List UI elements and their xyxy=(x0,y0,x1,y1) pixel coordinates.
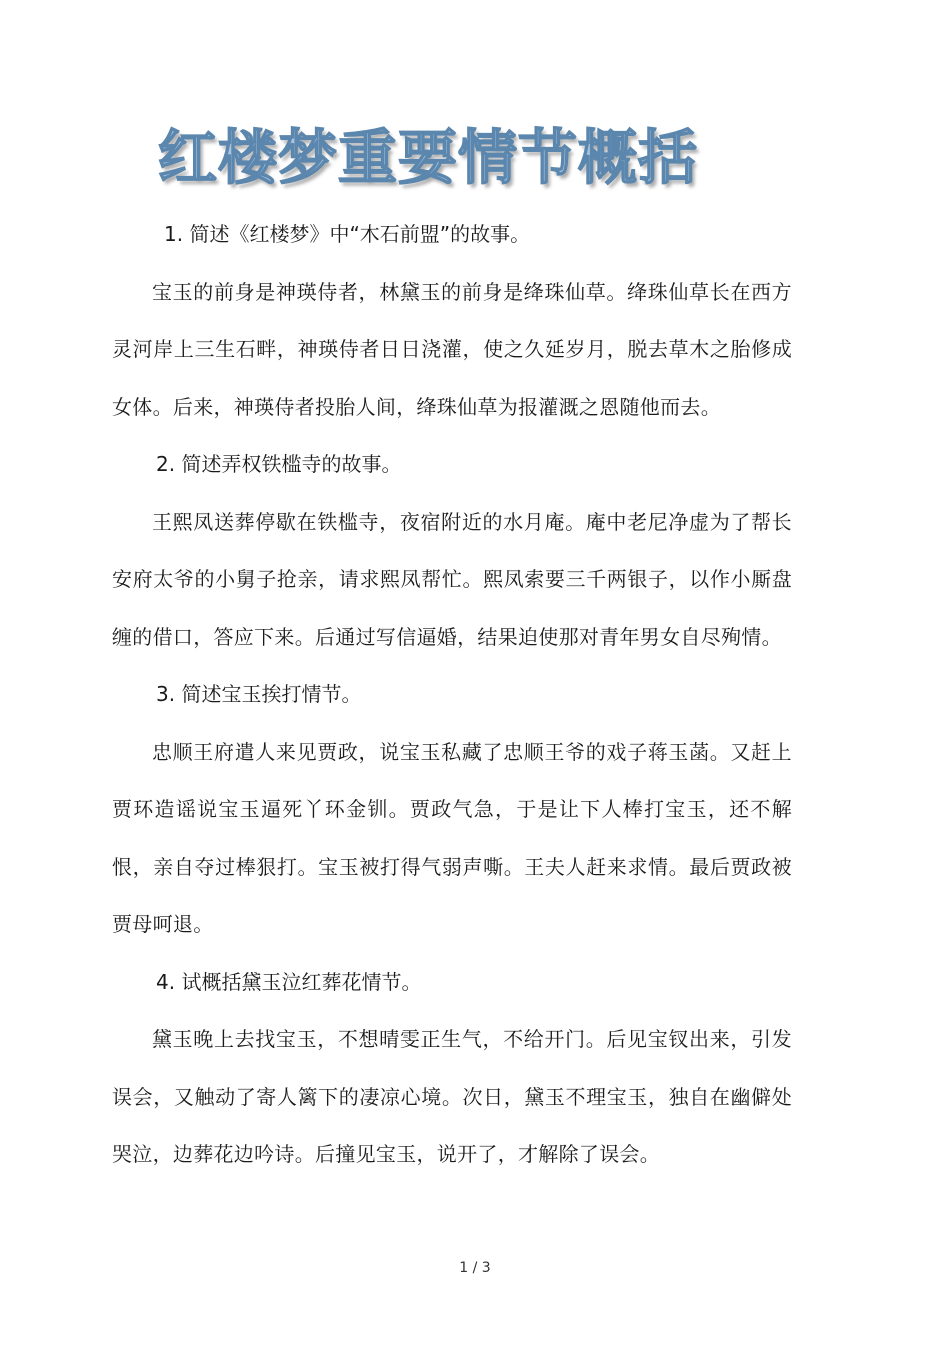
section-heading-4: 4. 试概括黛玉泣红葬花情节。 xyxy=(156,969,422,994)
section-heading-3: 3. 简述宝玉挨打情节。 xyxy=(156,682,362,706)
page-number: 1 / 3 xyxy=(459,1260,491,1276)
section-paragraph-2: 王熙凤送葬停歇在铁槛寺，夜宿附近的水月庵。庵中老尼净虚为了帮长安府太爷的小舅子抢亲，请求熙凤帮忙。熙凤索要三千两银子，以作小厮盘缠的借口，答应下来。后通过写信逼婚，结果迫使那对青年男女自尽殉情。 xyxy=(112,509,792,649)
section-heading-2: 2. 简述弄权铁槛寺的故事。 xyxy=(156,452,402,476)
document-title: 红楼梦重要情节概括 xyxy=(158,123,699,192)
section-paragraph-3: 忠顺王府遣人来见贾政，说宝玉私藏了忠顺王爷的戏子蒋玉菡。又赶上贾环造谣说宝玉逼死丫环金钏。贾政气急，于是让下人棒打宝玉，还不解恨，亲自夺过棒狠打。宝玉被打得气弱声嘶。王夫人赶来求情。最后贾政被贾母呵退。 xyxy=(112,739,792,936)
section-heading-1: 1. 简述《红楼梦》中“木石前盟”的故事。 xyxy=(164,222,531,246)
section-paragraph-4: 黛玉晚上去找宝玉，不想晴雯正生气，不给开门。后见宝钗出来，引发误会，又触动了寄人篱下的凄凉心境。次日，黛玉不理宝玉，独自在幽僻处哭泣，边葬花边吟诗。后撞见宝玉，说开了，才解除了误会。 xyxy=(112,1027,792,1166)
section-paragraph-1: 宝玉的前身是神瑛侍者，林黛玉的前身是绛珠仙草。绛珠仙草长在西方灵河岸上三生石畔，神瑛侍者日日浇灌，使之久延岁月，脱去草木之胎修成女体。后来，神瑛侍者投胎人间，绛珠仙草为报灌溉之恩随他而去。 xyxy=(112,279,792,419)
document-body xyxy=(112,206,792,1184)
